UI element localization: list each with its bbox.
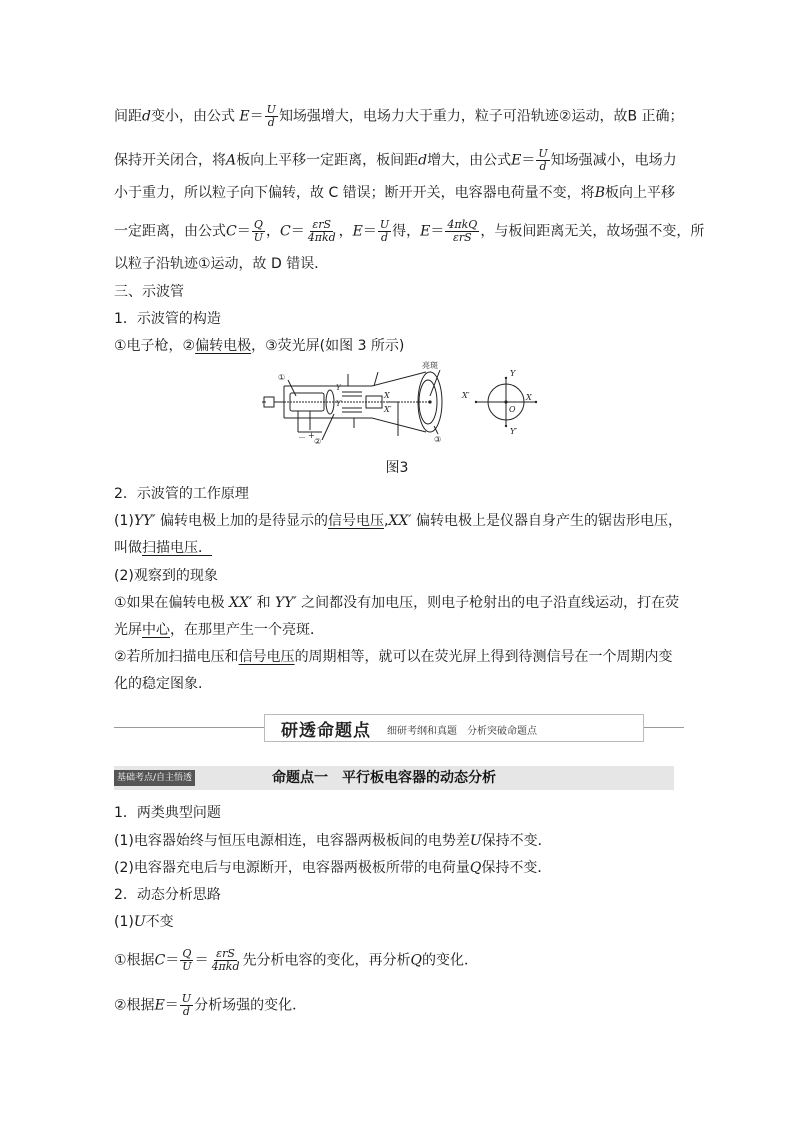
subheading-typical-problems: 1．两类典型问题 (114, 805, 221, 821)
text: 增大，由公式 (427, 152, 512, 169)
text-line-principle-3b: 光屏中心，在那里产生一个亮斑． (114, 622, 324, 638)
text: 一定距离，由公式 (114, 223, 226, 240)
fraction-capacitance: $\frac{\text{εrS}}{\text{4πkd}}$ (307, 218, 336, 244)
underlined-term: 偏转电极 (195, 338, 252, 354)
text: 变小，由公式 (150, 108, 235, 125)
var-E: E (239, 108, 250, 125)
banner-rule-right (642, 727, 684, 728)
underlined-term: 扫描电压． (142, 540, 212, 556)
underlined-term: 中心 (142, 622, 170, 638)
text-line-principle-4b: 化的稳定图象. (114, 676, 203, 692)
text-line-1 (114, 104, 684, 129)
text: 间距 (114, 108, 142, 125)
text-line-5: 以粒子沿轨迹①运动，故 D 错误． (114, 256, 329, 272)
subheading-analysis: 2．动态分析思路 (114, 887, 221, 903)
label-O: O (509, 405, 516, 414)
figure-caption: 图3 (385, 460, 409, 476)
text-line-principle-4: ②若所加扫描电压和信号电压的周期相等，就可以在荧光屏上得到待测信号在一个周期内变 (114, 649, 673, 665)
text: 板向上平移一定距离，板间距 (236, 152, 419, 169)
text: 板向上平移 (604, 185, 675, 201)
subheading-structure: 1．示波管的构造 (114, 311, 221, 327)
label-plus: + (308, 431, 315, 440)
fraction-Q-over-U: $\frac{Q}{U}$ (182, 947, 192, 973)
label-X-screen: X (526, 393, 532, 402)
label-Y-prime-screen: Y′ (510, 427, 518, 436)
fraction-capacitance: $\frac{\text{εrS}}{\text{4πkd}}$ (211, 947, 240, 973)
text: 保持开关闭合，将 (114, 152, 226, 169)
label-X: X (384, 391, 390, 400)
text-line-analysis-1: (1)U不变 (114, 914, 174, 930)
banner-box (264, 714, 644, 742)
text: 知场强减小，电场力 (550, 152, 677, 169)
fraction-Q-over-U: $\frac{Q}{U}$ (253, 218, 263, 244)
label-Y-plate: Y (336, 384, 341, 392)
text-line-principle-1b: 叫做扫描电压． (114, 540, 212, 556)
label-minus: － (298, 433, 306, 442)
equals: ＝ (521, 152, 536, 169)
text-line-3 (114, 183, 684, 203)
var-E: E (511, 152, 522, 169)
label-bright-spot: 亮斑 (422, 361, 438, 370)
label-circled-3: ③ (434, 435, 442, 444)
underlined-term: 信号电压 (238, 649, 295, 665)
label-X-prime: X′ (384, 405, 392, 414)
text-line-typical-2: (2)电容器充电后与电源断开，电容器两极板所带的电荷量Q保持不变． (114, 860, 552, 876)
text-line-principle-1: (1)YY′ 偏转电极上加的是待显示的信号电压,XX′ 偏转电极上是仪器自身产生的锯齿形电压， (114, 513, 682, 529)
text-line-typical-1: (1)电容器始终与恒压电源相连，电容器两极板间的电势差U保持不变． (114, 833, 552, 849)
topic-tag: 基础考点/自主悟透 (114, 770, 195, 786)
topic-title: 命题点一 平行板电容器的动态分析 (272, 770, 496, 786)
var-d: d (142, 108, 151, 125)
banner-rule-left (114, 727, 264, 728)
text: 小于重力，所以粒子向下偏转，故 C 错误；断开开关，电容器电荷量不变，将 (114, 185, 595, 201)
text-line-principle-2: (2)观察到的现象 (114, 568, 218, 584)
section-heading: 三、示波管 (114, 284, 184, 300)
text-line-analysis-2: ①根据C＝ $\frac{Q}{U}$ ＝ $\frac{\text{εrS}}{\text{4πkd}}$ 先分析电容的变化，再分析Q的变化． (114, 947, 478, 973)
topic-title-bar (114, 766, 674, 790)
fraction-U-over-d: $\frac{U}{d}$ (181, 992, 192, 1018)
text: 知场强增大，电场力大于重力，粒子可沿轨迹②运动，故B 正确； (278, 108, 684, 125)
text-line-analysis-3: ②根据E＝ $\frac{U}{d}$ 分析场强的变化． (114, 992, 307, 1018)
section-banner (114, 712, 684, 744)
underlined-term: 信号电压 (327, 513, 384, 529)
var-d: d (418, 152, 428, 169)
label-X-prime-screen: X′ (462, 391, 470, 400)
text-line-4: 一定距离，由公式C＝ $\frac{Q}{U}$ ，C＝ $\frac{\text{εrS}}{\text{4πkd}}$ ，E＝ $\frac{U}{d}$ 得，E＝ $\frac{\text{4πkQ}}{\text{εrS}}$ ，与板间距离无关，故场强不变，所 (114, 218, 705, 244)
var-A: A (226, 152, 237, 169)
label-Y-screen: Y (510, 369, 516, 378)
fraction-U-over-d: $\frac{U}{d}$ (379, 218, 390, 244)
label-circled-1: ① (278, 373, 286, 382)
text-line-principle-3: ①如果在偏转电极 XX′ 和 YY′ 之间都没有加电压，则电子枪射出的电子沿直线运动，打在荧 (114, 595, 680, 611)
var-B: B (594, 185, 605, 201)
fraction-field-strength: $\frac{\text{4πkQ}}{\text{εrS}}$ (447, 218, 478, 244)
var-C: C (226, 223, 237, 240)
banner-title: 研透命题点 (281, 721, 371, 741)
label-circled-2: ② (314, 437, 322, 444)
label-Y-prime-plate: Y′ (336, 400, 343, 408)
text-line-structure: ①电子枪，②偏转电极，③荧光屏(如图 3 所示) (114, 338, 405, 354)
fraction-U-over-d: $\frac{U}{d}$ (538, 147, 548, 173)
text-line-2 (114, 148, 684, 173)
subheading-principle: 2．示波管的工作原理 (114, 486, 249, 502)
banner-subtitle: 细研考纲和真题 分析突破命题点 (387, 726, 537, 737)
fraction-U-over-d: $\frac{U}{d}$ (266, 103, 276, 129)
equals: ＝ (249, 108, 264, 125)
oscilloscope-tube-diagram (262, 360, 540, 444)
